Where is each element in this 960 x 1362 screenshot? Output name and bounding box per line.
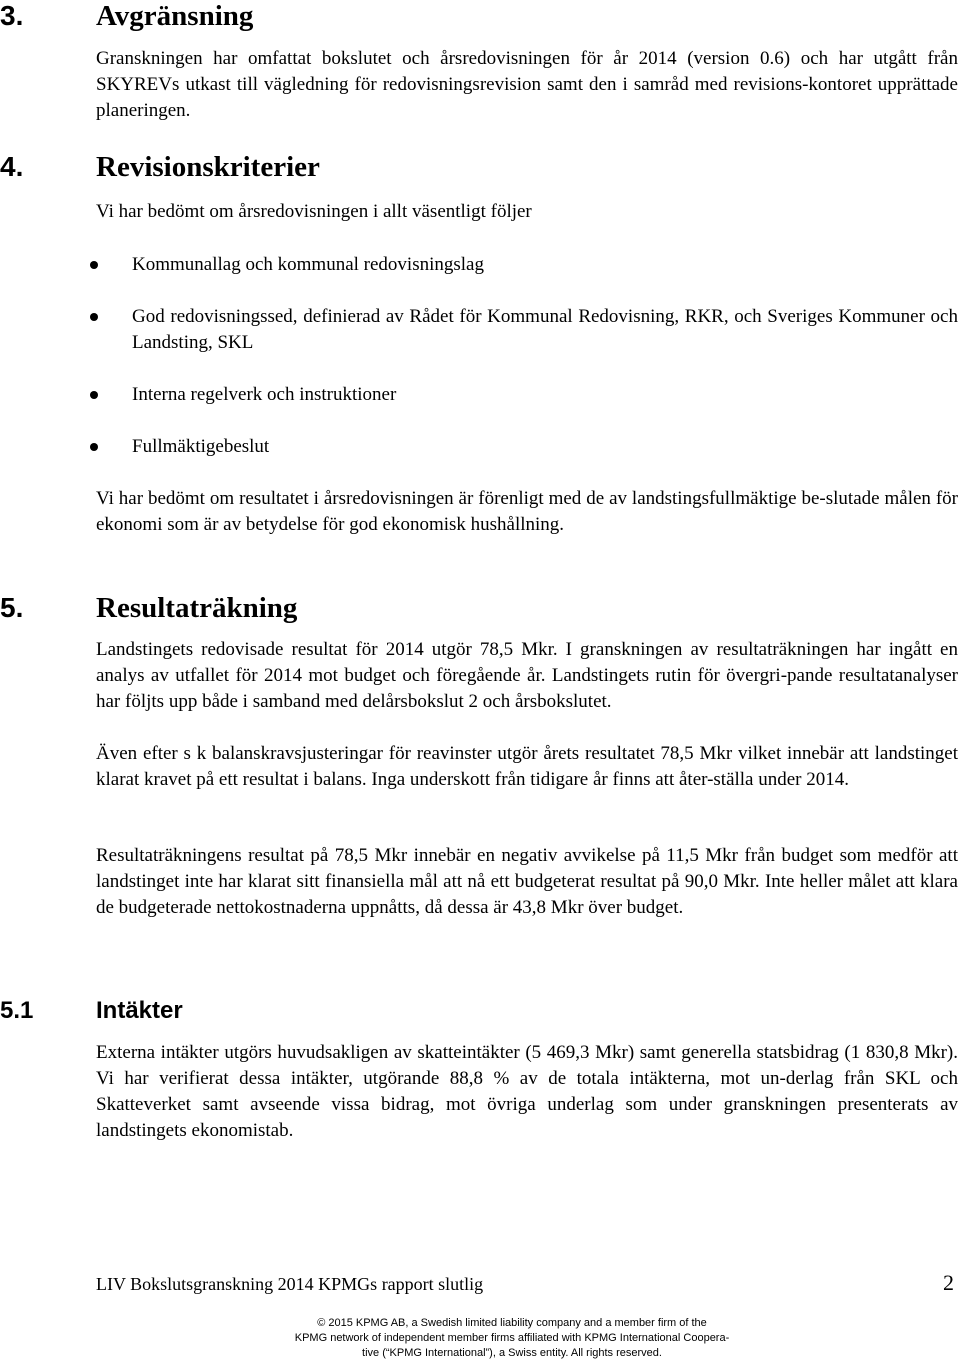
bullet-dot bbox=[90, 313, 98, 321]
legal-line: © 2015 KPMG AB, a Swedish limited liability company and a member firm of the bbox=[317, 1317, 707, 1329]
section-4-intro: Vi har bedömt om årsredovisningen i allt väsentligt följer bbox=[96, 201, 532, 222]
bullet-dot bbox=[90, 443, 98, 451]
bullet-item: Fullmäktigebeslut bbox=[132, 436, 270, 457]
section-3-number: 3. bbox=[0, 0, 24, 31]
section-3-paragraph: Granskningen har omfattat bokslutet och årsredovisningen för år 2014 (version 0.6) och har utgått från SKYREVs utkast till vägledning för redovisningsrevision samt den i samråd med revisions-kontoret upprättade planeringen. bbox=[96, 48, 958, 121]
section-5-paragraph: Även efter s k balanskravsjusteringar för reavinster utgör årets resultatet 78,5 Mkr vilket innebär att landstinget klarat kravet på ett resultat i balans. Inga underskott från tidigare år finns att åter-ställa under 2014. bbox=[96, 743, 958, 790]
section-5-paragraph: Resultaträkningens resultat på 78,5 Mkr innebär en negativ avvikelse på 11,5 Mkr från budget som medför att landstinget inte har klarat sitt finansiella mål att nå ett budgeterat resultat på 90,0 Mkr. Inte heller målet att klara de budgeterade nettokostnaderna uppnåtts, då dessa är 43,8 Mkr över budget. bbox=[96, 845, 958, 918]
bullet-dot bbox=[90, 391, 98, 399]
section-5-number: 5. bbox=[0, 592, 24, 623]
bullet-dot bbox=[90, 261, 98, 269]
section-4-number: 4. bbox=[0, 151, 24, 182]
section-5-1-paragraph: Externa intäkter utgörs huvudsakligen av skatteintäkter (5 469,3 Mkr) samt generella statsbidrag (1 830,8 Mkr). Vi har verifierat dessa intäkter, utgörande 88,8 % av de totala intäkterna, mot un-derlag från SKL och Skatteverket samt avseende vissa bidrag, mot övriga underlag som under granskningen presenterats av landstingets ekonomistab. bbox=[96, 1042, 958, 1141]
section-4-heading: Revisionskriterier bbox=[96, 151, 320, 183]
bullet-item: Kommunallag och kommunal redovisningslag bbox=[132, 254, 484, 275]
section-5-1-heading: Intäkter bbox=[96, 997, 183, 1024]
footer-legal-notice bbox=[262, 1316, 762, 1361]
page-number: 2 bbox=[943, 1270, 954, 1295]
section-5-paragraph: Landstingets redovisade resultat för 2014 utgör 78,5 Mkr. I granskningen av resultaträkningen har ingått en analys av utfallet för 2014 mot budget och föregående år. Landstingets rutin för övergri-pande resultatanalyser har följts upp både i samband med delårsbokslut 2 och årsbokslutet. bbox=[96, 639, 958, 712]
bullet-item: God redovisningssed, definierad av Rådet för Kommunal Redovisning, RKR, och Sveriges Kommuner och Landsting, SKL bbox=[132, 306, 958, 353]
section-3-heading: Avgränsning bbox=[96, 0, 254, 32]
bullet-item: Interna regelverk och instruktioner bbox=[132, 384, 397, 405]
footer-report-title: LIV Bokslutsgranskning 2014 KPMGs rapport slutlig bbox=[96, 1274, 484, 1294]
section-5-heading: Resultaträkning bbox=[96, 592, 298, 624]
legal-line: KPMG network of independent member firms affiliated with KPMG International Coopera- bbox=[294, 1332, 730, 1344]
section-5-1-number: 5.1 bbox=[0, 997, 34, 1024]
section-4-closing: Vi har bedömt om resultatet i årsredovisningen är förenligt med de av landstingsfullmäktige be-slutade målen för ekonomi som är av betydelse för god ekonomisk hushållning. bbox=[96, 488, 958, 535]
legal-line: tive (“KPMG International”), a Swiss entity. All rights reserved. bbox=[362, 1347, 662, 1359]
